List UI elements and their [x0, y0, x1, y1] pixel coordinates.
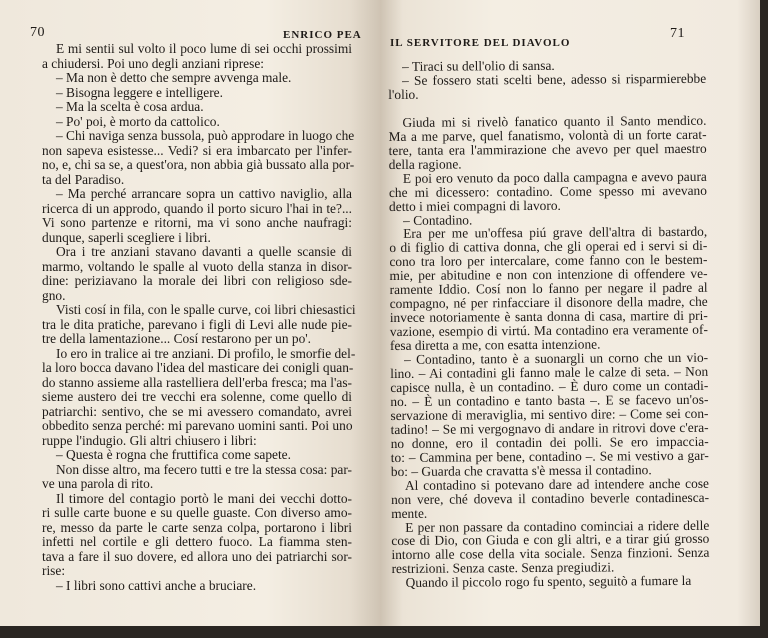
paragraph: [42, 492, 352, 579]
right-page: [380, 0, 760, 626]
paragraph: [42, 100, 352, 115]
paragraph: [42, 448, 352, 463]
text-line: E mi sentii sul volto il poco lume di sei occhi prossimi: [56, 41, 352, 56]
text-line: to: – Cammina per bene, contadino –. Se mi vestivo a gar-: [390, 447, 709, 465]
text-line: della ragione.: [388, 156, 462, 172]
text-line: cose di Dio, con Giuda e con gli altri, e a tirar giú grosso: [391, 531, 710, 549]
text-line: Al contadino si potevano dare ad intendere anche cose: [404, 475, 710, 493]
text-line: compagno, né per rinfacciare il disonore della madre, che: [389, 294, 708, 312]
body-text: [388, 58, 710, 590]
text-line: tadino! – Se mi vergognavo di andare in ritrovi dove c'era-: [390, 419, 709, 437]
text-line: Non disse altro, ma fecero tutti e tre la stessa cosa: par-: [56, 461, 352, 477]
text-line: ruppe l'indugio. Gli altri chiusero i libri:: [42, 432, 257, 448]
paragraph: [42, 187, 352, 245]
text-line: – I libri sono cattivi anche a bruciare.: [56, 577, 257, 593]
text-line: ta del Paradiso.: [42, 171, 125, 187]
text-line: – Tiraci su dell'olio di sansa.: [401, 57, 555, 74]
text-line: do stanno assieme alla rastelliera dell'erba fresca; ma l'as-: [42, 374, 352, 390]
text-line: – Po' poi, è morto da cattolico.: [56, 113, 220, 129]
body-text: [42, 41, 356, 593]
text-line: invece notoriamente è santa donna di casa, martire di pri-: [389, 307, 708, 326]
text-line: – Chi naviga senza bussola, può approdare in luogo che: [56, 128, 355, 143]
paragraph: [42, 463, 352, 492]
paragraph: [391, 518, 709, 576]
text-line: vazione, esempio di virtú. Ma contadino era veramente of-: [389, 321, 708, 340]
paragraph: [42, 245, 352, 303]
paragraph: [388, 114, 706, 172]
text-line: Giuda mi si rivelò fanatico quanto il Santo mendico.: [402, 112, 707, 130]
text-line: o di figlio di cattiva donna, che gli operai ed i servi si di-: [389, 238, 708, 256]
text-line: dunque, saperli scegliere i libri.: [42, 229, 211, 245]
page-number: 71: [670, 26, 685, 41]
text-line: servazione di meraviglia, mi sentivo dire: – Come sei con-: [390, 405, 709, 423]
text-line: ramente Iddio. Cosí non lo fanno per negare il padre al: [389, 280, 708, 298]
text-line: dine: periziavano la morale dei libri con religioso sde-: [42, 273, 352, 288]
text-line: – Bisogna leggere e intelligere.: [56, 84, 223, 100]
text-line: – Contadino.: [403, 211, 473, 228]
text-line: ve una parola di rito.: [42, 476, 154, 491]
text-line: obbedito senza perché: mi parevano uomini santi. Poi uno: [42, 418, 353, 433]
text-line: tava a fare il suo dovere, ed allora uno dei patriarchi sor-: [42, 548, 352, 564]
text-line: a chiudersi. Poi uno degli anziani riprese:: [42, 55, 264, 71]
text-line: tra le dita pratiche, parevano i figli di Levi alle nude pie-: [42, 316, 352, 332]
text-line: Era per me un'offesa piú grave dell'altra di bastardo,: [403, 224, 708, 242]
text-line: non vere, ché doveva il contadino beverle contadinesca-: [391, 489, 710, 507]
paragraph: [42, 128, 355, 187]
paragraph: [42, 71, 352, 86]
text-line: intorno alle cose della vita sociale. Senza finzioni. Senza: [391, 545, 710, 563]
paragraph: [42, 86, 352, 101]
text-line: no. – È un contadino e tanto basta –. E se facevo un'os-: [390, 391, 709, 409]
text-line: marmo, voltando le spalle al vuoto della stanza in disor-: [42, 258, 352, 274]
text-line: capisce nulla, è un contadino. – È duro come un contadi-: [390, 377, 709, 395]
paragraph: [42, 302, 356, 347]
text-line: Quando il piccolo rogo fu spento, seguitò a fumare la: [405, 573, 692, 591]
text-line: Io ero in tralice ai tre anziani. Di profilo, le smorfie del-: [56, 345, 356, 361]
text-line: – Se fossero stati scelti bene, adesso si risparmierebbe: [402, 70, 707, 88]
left-page: [0, 0, 380, 626]
text-line: E poi ero venuto da poco dalla campagna e avevo paura: [402, 168, 707, 186]
running-head: ENRICO PEA: [283, 29, 362, 41]
text-line: ri sulle carte buone e su quelle guaste. Con diverso amo-: [42, 505, 352, 520]
text-line: fesa diretta a me, con esatta intenzione.: [389, 336, 601, 354]
text-line: non sapeva esistesse... Vedi? si era imbarcato per l'infer-: [42, 142, 352, 158]
text-line: bo: – Guarda che cravatta s'è messa il contadino.: [390, 461, 652, 479]
text-line: che mi dicessero: contadino. Come spesso mi avevano: [388, 182, 707, 200]
paragraph: [390, 351, 709, 479]
text-line: l'olio.: [388, 86, 419, 102]
running-head: IL SERVITORE DEL DIAVOLO: [390, 37, 571, 49]
paragraph: [42, 42, 352, 71]
text-line: – Ma non è detto che sempre avvenga male.: [56, 70, 292, 85]
text-line: – Ma perché arrancare sopra un cattivo naviglio, alla: [56, 186, 352, 201]
text-line: Ora i tre anziani stavano davanti a quelle scansie di: [56, 244, 352, 259]
text-line: cono tra loro per intercalare, come fanno con le bestem-: [389, 252, 708, 270]
paragraph: [392, 574, 710, 590]
text-line: detto i miei compagni di lavoro.: [388, 197, 561, 214]
text-line: Ma a me parve, quel fanatismo, volontà di un forte carat-: [388, 126, 707, 144]
text-line: no, e, chi sa se, a quest'ora, non abbia già bussato alla por-: [42, 157, 355, 172]
text-line: tere, tanta era l'ammirazione che avevo per quel maestro: [388, 140, 707, 158]
text-line: Visti cosí in fila, con le spalle curve, coi libri chiesastici: [56, 302, 356, 317]
text-line: rise:: [42, 563, 66, 578]
text-line: infetti nel cortile e gli dettero fuoco. La fiamma sten-: [42, 534, 352, 549]
text-line: E per non passare da contadino cominciai a ridere delle: [405, 517, 710, 535]
paragraph: [389, 225, 708, 353]
text-line: restrizioni. Senza caste. Senza pregiudizi.: [391, 559, 615, 577]
text-line: – Ma la scelta è cosa ardua.: [56, 99, 204, 114]
text-line: sieme austero dei tre vecchi era solenne, come quello di: [42, 389, 352, 404]
text-line: Il timore del contagio portò le mani dei vecchi dotto-: [56, 490, 352, 506]
text-line: la loro bocca davano l'idea del masticare dei conigli quan-: [42, 360, 354, 375]
paragraph: [388, 72, 706, 102]
text-line: gno.: [42, 287, 66, 303]
text-line: tre della lamentazione... Cosí restarono per un po'.: [42, 331, 312, 346]
paragraph: [42, 579, 352, 594]
paragraph: [389, 169, 707, 213]
paragraph: [42, 115, 352, 130]
text-line: lino. – Ai contadini gli fanno male le calze di seta. – Non: [390, 363, 709, 382]
page-number: 70: [30, 25, 45, 40]
text-line: mie, per abitudine e non con intenzione di offendere ve-: [389, 266, 708, 284]
text-line: – Questa è rogna che fruttifica come sapete.: [56, 447, 291, 462]
text-line: no donne, ero il contadin dei polli. Se ero impaccia-: [390, 433, 709, 451]
text-line: Vi sono partenze e ritorni, ma vi sono anche naufragi:: [42, 215, 352, 230]
paragraph: [42, 345, 356, 449]
text-line: mente.: [391, 505, 428, 521]
paragraph: [391, 476, 709, 520]
text-line: re, messo da parte le carte senza colpa, portarono i libri: [42, 519, 352, 535]
text-line: ricerca di un approdo, quando il porto sicuro l'hai in te?...: [42, 200, 352, 216]
text-line: – Contadino, tanto è a suonargli un corno che un vio-: [404, 349, 709, 367]
text-line: patriarchi: sentivo, che se mi avessero comandato, avrei: [42, 403, 352, 419]
